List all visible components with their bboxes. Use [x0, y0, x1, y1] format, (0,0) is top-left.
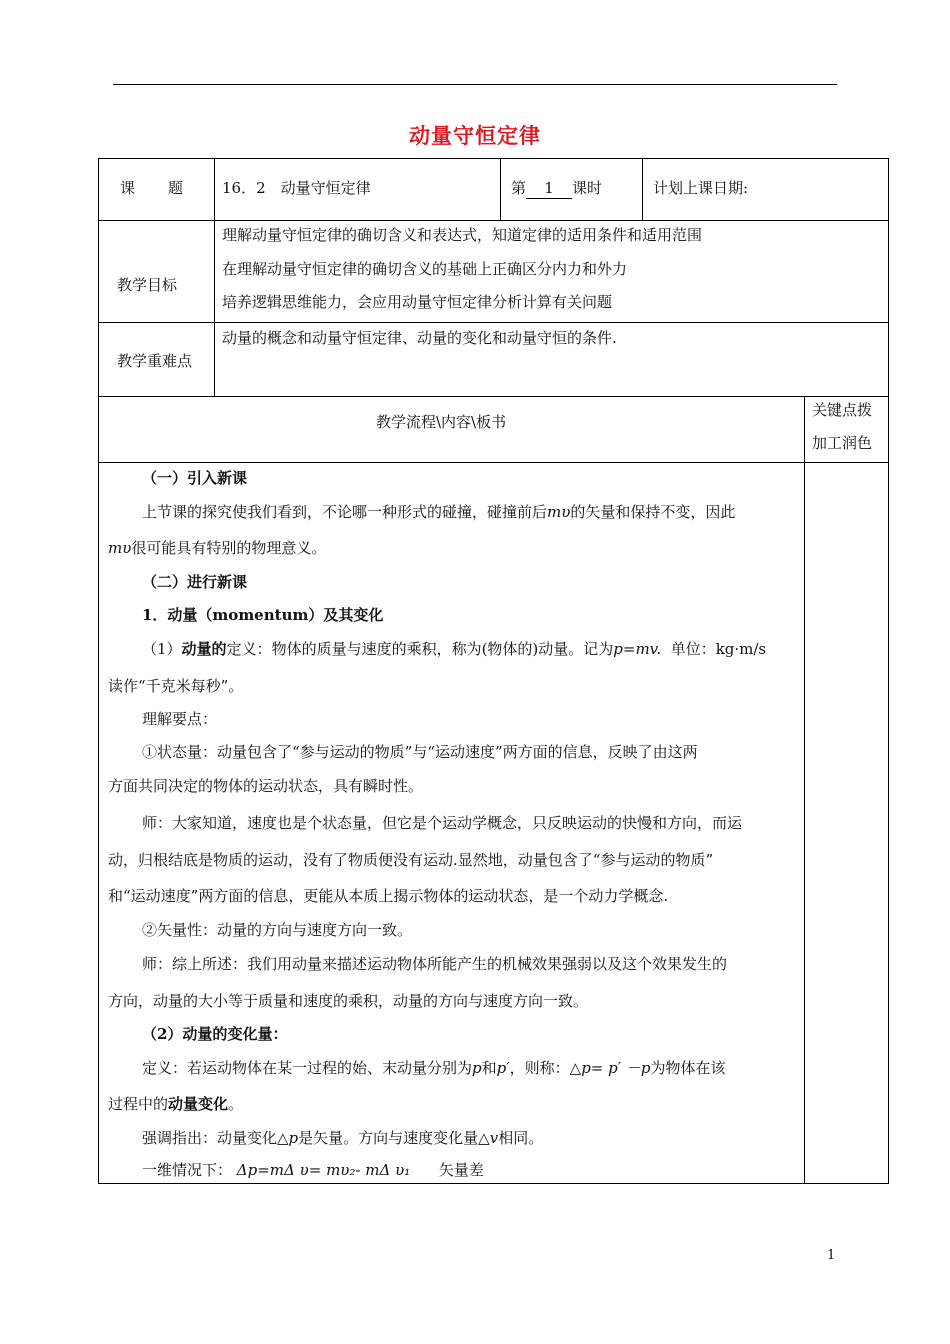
objective-line: 在理解动量守恒定律的确切含义的基础上正确区分内力和外力: [222, 260, 628, 278]
paragraph: [108, 538, 798, 558]
objective-line: 理解动量守恒定律的确切含义和表达式，知道定律的适用条件和适用范围: [222, 226, 703, 244]
section-heading: （二）进行新课: [142, 573, 248, 591]
period-number: 1: [526, 178, 572, 199]
subheading: 1．动量（momentum）及其变化: [142, 606, 384, 624]
paragraph: ①状态量：动量包含了“参与运动的物质”与“运动速度”两方面的信息，反映了由这两: [142, 743, 698, 761]
row-divider: [98, 396, 889, 397]
period-prefix: 第: [511, 179, 527, 197]
section-heading: （一）引入新课: [142, 469, 248, 487]
subheading: （2）动量的变化量：: [142, 1025, 288, 1043]
text: 强调指出：动量变化△: [142, 1129, 289, 1147]
key-points-text: 动量的概念和动量守恒定律、动量的变化和动量守恒的条件.: [222, 329, 617, 347]
col-divider: [804, 396, 805, 1184]
paragraph: 方面共同决定的物体的运动状态，具有瞬时性。: [108, 777, 424, 795]
paragraph: [108, 1058, 798, 1078]
header-rule: [113, 84, 837, 85]
page-title: 动量守恒定律: [409, 123, 541, 148]
paragraph: 师：综上所述：我们用动量来描述运动物体所能产生的机械效果强弱以及这个效果发生的: [142, 955, 728, 973]
text: 的矢量和保持不变，因此: [570, 503, 736, 521]
formula: Δp=mΔ υ= mυ₂- mΔ υ₁: [236, 1161, 411, 1179]
text: 定义：若运动物体在某一过程的始、末动量分别为: [142, 1059, 473, 1077]
text: 一维情况下：: [142, 1161, 233, 1179]
flow-right-header-1: 关键点拨: [812, 401, 873, 419]
text: 上节课的探究使我们看到，不论哪一种形式的碰撞，碰撞前后: [142, 503, 548, 521]
formula: p=mv.: [613, 640, 662, 658]
paragraph: 方向，动量的大小等于质量和速度的乘积，动量的方向与速度方向一致。: [108, 992, 589, 1010]
text: 单位：kg·m/s: [670, 640, 767, 658]
formula: mυ: [547, 503, 571, 521]
formula: v: [489, 1129, 499, 1147]
row-divider: [98, 220, 889, 221]
paragraph: [108, 502, 798, 522]
paragraph: [108, 1128, 798, 1148]
col-divider: [500, 158, 501, 220]
row-divider: [98, 322, 889, 323]
text: 很可能具有特别的物理意义。: [131, 539, 327, 557]
text: （1）: [142, 640, 182, 658]
paragraph: 和“运动速度”两方面的信息，更能从本质上揭示物体的运动状态，是一个动力学概念.: [108, 887, 669, 905]
formula: p= p′ －p: [581, 1059, 651, 1077]
flow-header: 教学流程\内容\板书: [376, 413, 507, 431]
text: 是矢量。方向与速度变化量△: [298, 1129, 490, 1147]
flow-right-header-2: 加工润色: [812, 434, 873, 452]
key-points-label: 教学重难点: [117, 352, 193, 370]
paragraph: 师：大家知道，速度也是个状态量，但它是个运动学概念，只反映运动的快慢和方向，而运: [142, 814, 743, 832]
text: 矢量差: [438, 1161, 484, 1179]
paragraph: ②矢量性：动量的方向与速度方向一致。: [142, 921, 413, 939]
topic-value: 16．2 动量守恒定律: [222, 179, 371, 197]
plan-date-label: 计划上课日期:: [653, 179, 749, 197]
text: 定义：物体的质量与速度的乘积，称为(物体的)动量。记为: [226, 640, 614, 658]
text: ，则称：△: [509, 1059, 582, 1077]
paragraph: [108, 1094, 798, 1114]
period-cell: [511, 178, 602, 199]
col-divider: [214, 158, 215, 396]
col-divider: [642, 158, 643, 220]
text: 。: [228, 1095, 244, 1113]
paragraph: [108, 1160, 798, 1180]
period-suffix: 课时: [572, 179, 603, 197]
row-divider: [98, 462, 889, 463]
paragraph: 动，归根结底是物质的运动，没有了物质便没有运动.显然地，动量包含了“参与运动的物质”: [108, 851, 714, 869]
page-number: 1: [827, 1248, 836, 1263]
objectives-label: 教学目标: [117, 276, 178, 294]
paragraph: [108, 639, 798, 659]
formula: mυ: [108, 539, 132, 557]
bold-term: 动量变化: [168, 1095, 229, 1113]
formula: p: [472, 1059, 482, 1077]
objective-line: 培养逻辑思维能力，会应用动量守恒定律分析计算有关问题: [222, 293, 613, 311]
text: 过程中的: [108, 1095, 169, 1113]
text: 相同。: [498, 1129, 544, 1147]
formula: p: [288, 1129, 299, 1147]
bold-term: 动量的: [181, 640, 227, 658]
text: 和: [481, 1059, 497, 1077]
text: 为物体在该: [650, 1059, 726, 1077]
paragraph: 读作“千克米每秒”。: [108, 677, 244, 695]
paragraph: 理解要点：: [142, 710, 218, 728]
formula: p′: [496, 1059, 510, 1077]
topic-label: 课 题: [120, 179, 185, 197]
